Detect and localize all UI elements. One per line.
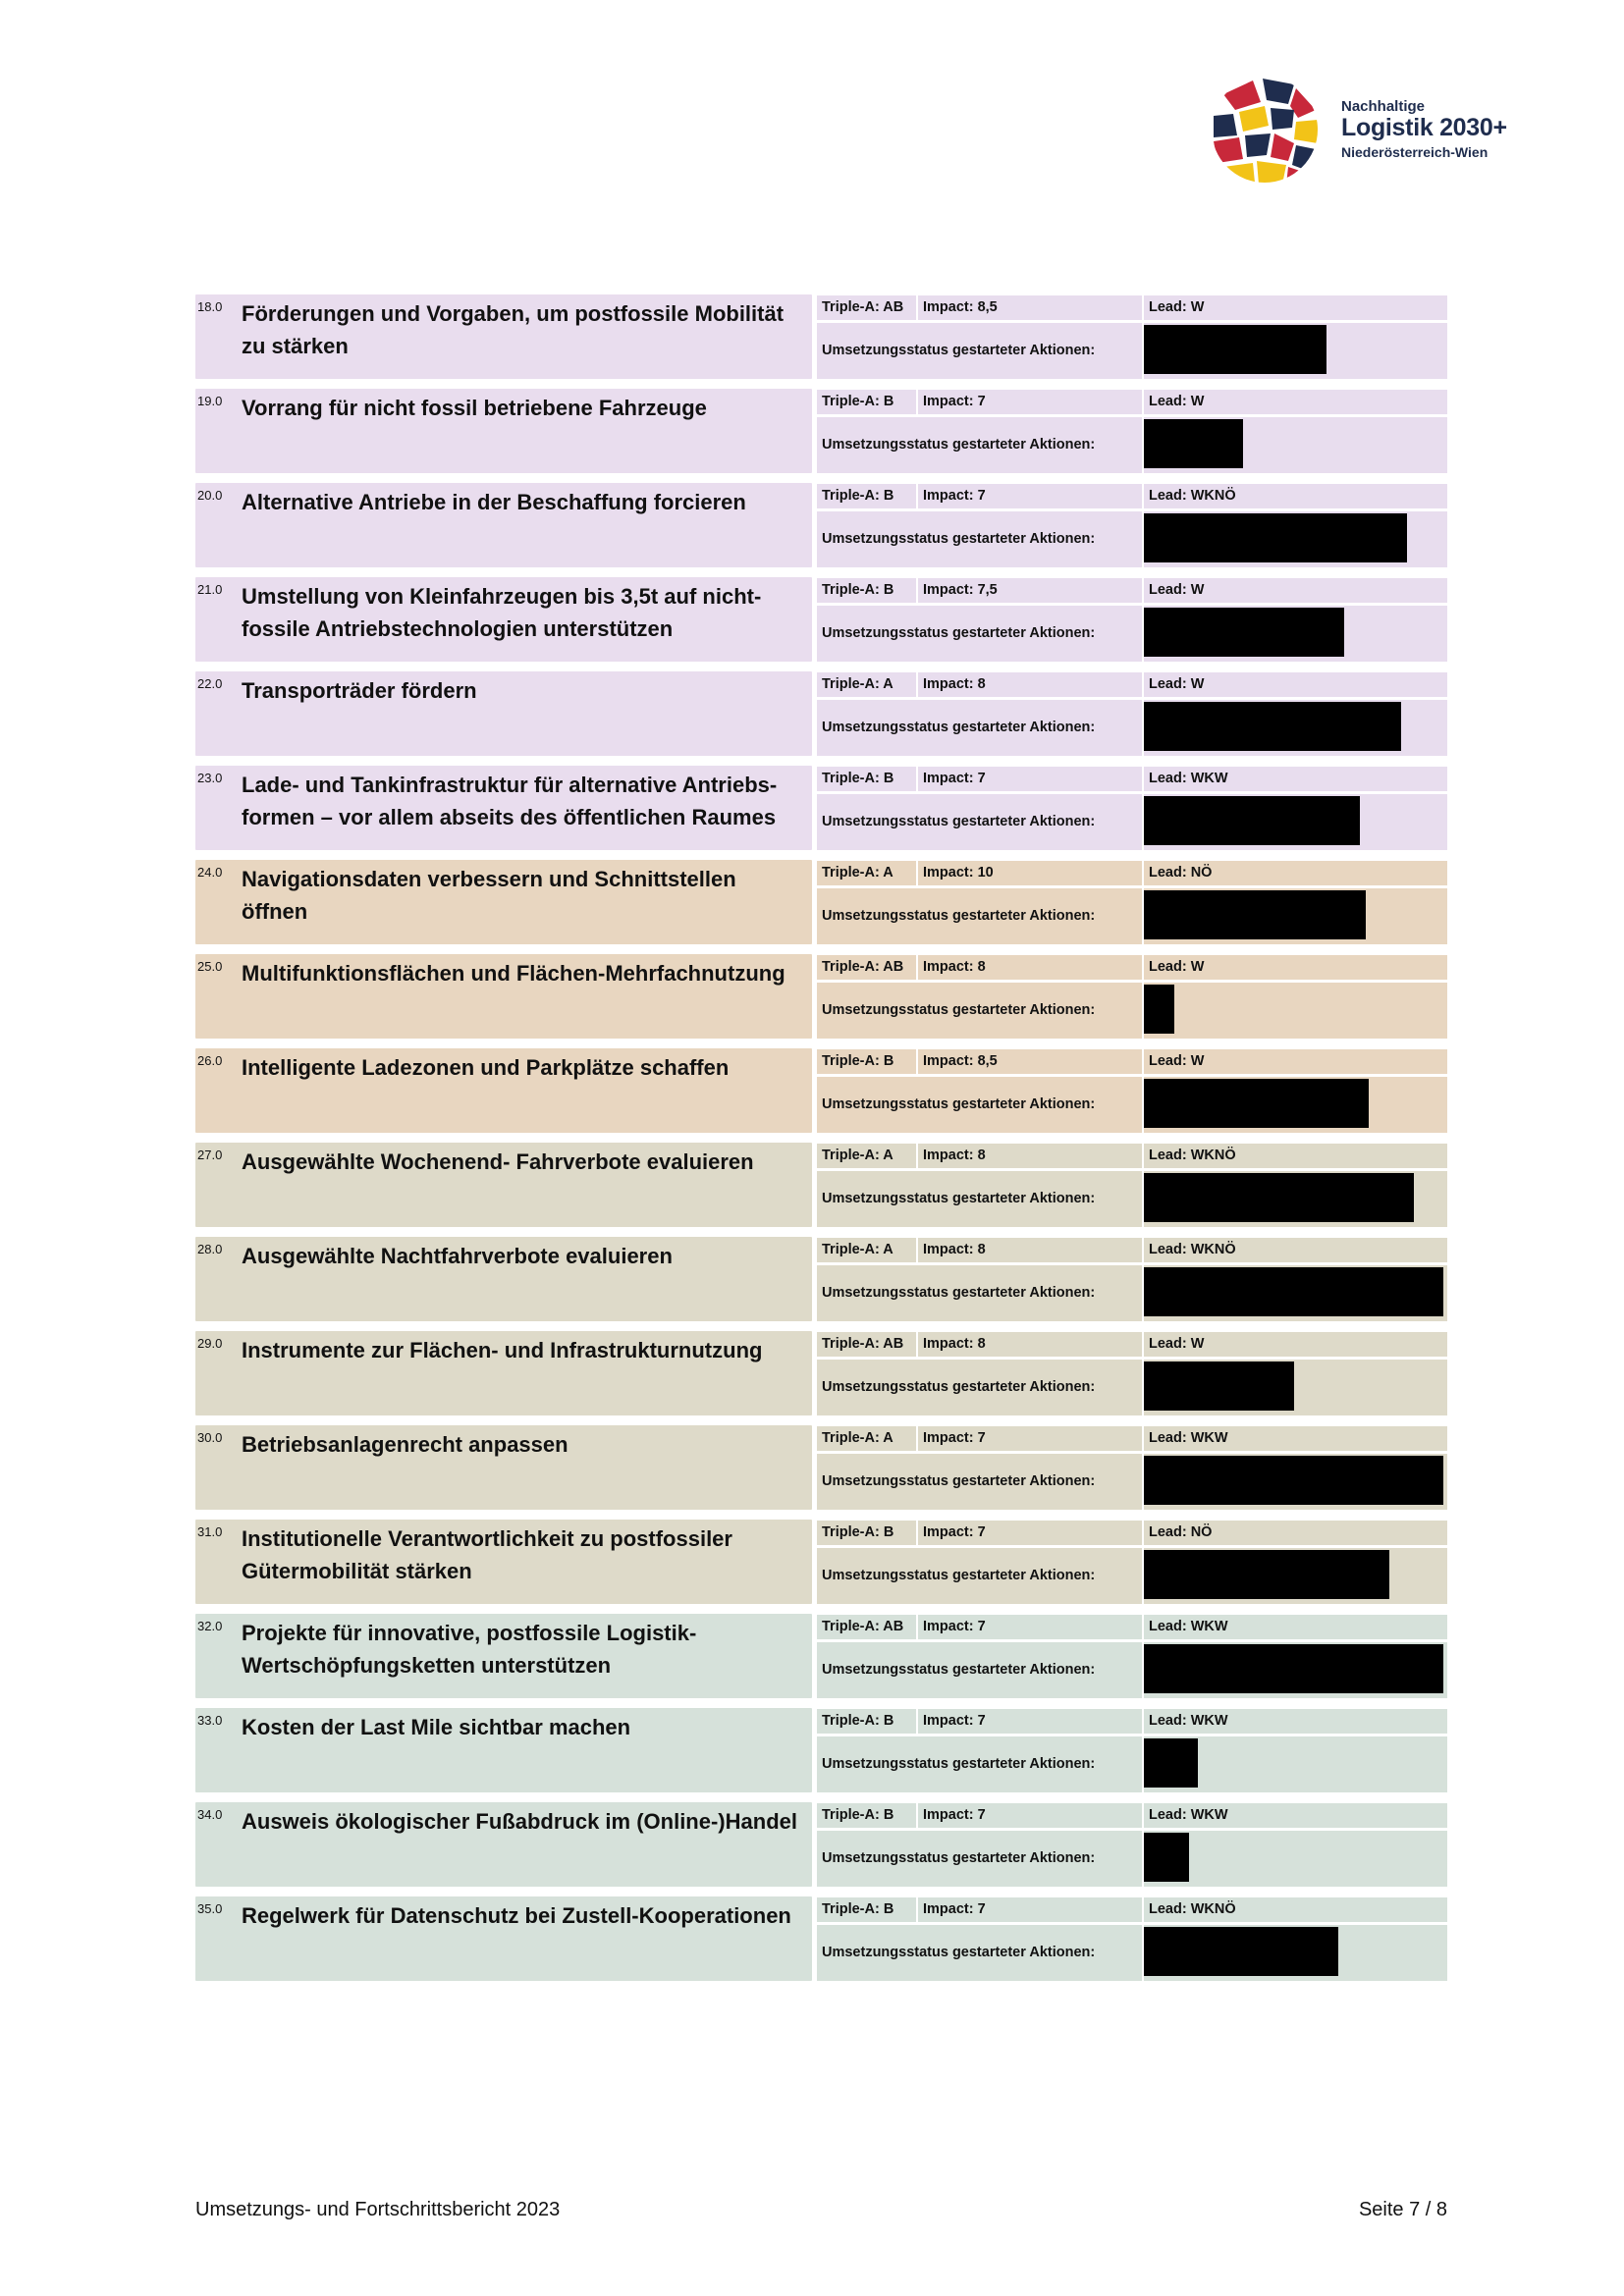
triple-a-cell: Triple-A: A bbox=[817, 861, 916, 885]
status-bar bbox=[1144, 1833, 1189, 1882]
lead-cell: Lead: WKNÖ bbox=[1144, 1144, 1447, 1168]
table-row bbox=[195, 1896, 1447, 1981]
impact-cell: Impact: 7 bbox=[918, 1426, 1142, 1451]
measure-cell bbox=[195, 954, 812, 1039]
measure-cell bbox=[195, 1520, 812, 1604]
status-label: Umsetzungsstatus gestarteter Aktionen: bbox=[817, 1642, 1142, 1698]
status-bar-track bbox=[1144, 1925, 1447, 1981]
status-bar-track bbox=[1144, 1642, 1447, 1698]
table-row bbox=[195, 954, 1447, 1039]
measure-number: 34.0 bbox=[197, 1807, 223, 1822]
status-label: Umsetzungsstatus gestarteter Aktionen: bbox=[817, 888, 1142, 944]
status-bar bbox=[1144, 1644, 1443, 1693]
measure-title: Vorrang für nicht fossil betriebene Fahrzeuge bbox=[242, 396, 707, 420]
measure-title: Betriebsanlagenrecht anpassen bbox=[242, 1432, 568, 1457]
measure-title: Transporträder fördern bbox=[242, 678, 477, 703]
status-bar-track bbox=[1144, 983, 1447, 1039]
measure-cell bbox=[195, 1708, 812, 1792]
impact-cell: Impact: 8 bbox=[918, 955, 1142, 980]
table-row bbox=[195, 1708, 1447, 1792]
table-row bbox=[195, 1331, 1447, 1415]
impact-cell: Impact: 7 bbox=[918, 767, 1142, 791]
triple-a-cell: Triple-A: B bbox=[817, 767, 916, 791]
status-bar bbox=[1144, 890, 1366, 939]
measure-number: 21.0 bbox=[197, 582, 223, 597]
lead-cell: Lead: W bbox=[1144, 1049, 1447, 1074]
status-bar bbox=[1144, 1079, 1369, 1128]
status-label: Umsetzungsstatus gestarteter Aktionen: bbox=[817, 1548, 1142, 1604]
lead-cell: Lead: W bbox=[1144, 672, 1447, 697]
status-bar-track bbox=[1144, 794, 1447, 850]
status-bar-track bbox=[1144, 606, 1447, 662]
measure-number: 26.0 bbox=[197, 1053, 223, 1068]
status-bar-track bbox=[1144, 1360, 1447, 1415]
table-row bbox=[195, 1143, 1447, 1227]
measure-cell bbox=[195, 1425, 812, 1510]
triple-a-cell: Triple-A: AB bbox=[817, 1615, 916, 1639]
measure-title: Ausweis ökologischer Fußabdruck im (Online-)Handel bbox=[242, 1809, 797, 1834]
table-row bbox=[195, 483, 1447, 567]
status-bar-track bbox=[1144, 1736, 1447, 1792]
status-label: Umsetzungsstatus gestarteter Aktionen: bbox=[817, 1736, 1142, 1792]
triple-a-cell: Triple-A: AB bbox=[817, 295, 916, 320]
status-label: Umsetzungsstatus gestarteter Aktionen: bbox=[817, 700, 1142, 756]
measure-number: 32.0 bbox=[197, 1619, 223, 1633]
measure-title: Lade- und Tankinfrastruktur für alternative Antriebs-formen – vor allem abseits des öffentlichen Raumes bbox=[242, 773, 778, 829]
measure-number: 25.0 bbox=[197, 959, 223, 974]
status-bar-track bbox=[1144, 1831, 1447, 1887]
lead-cell: Lead: W bbox=[1144, 955, 1447, 980]
lead-cell: Lead: WKW bbox=[1144, 1426, 1447, 1451]
lead-cell: Lead: WKNÖ bbox=[1144, 484, 1447, 508]
triple-a-cell: Triple-A: AB bbox=[817, 1332, 916, 1357]
status-bar-track bbox=[1144, 1077, 1447, 1133]
status-bar bbox=[1144, 513, 1407, 562]
table-row bbox=[195, 1048, 1447, 1133]
measure-number: 19.0 bbox=[197, 394, 223, 408]
table-row bbox=[195, 1237, 1447, 1321]
lead-cell: Lead: NÖ bbox=[1144, 861, 1447, 885]
measure-number: 28.0 bbox=[197, 1242, 223, 1256]
status-label: Umsetzungsstatus gestarteter Aktionen: bbox=[817, 1171, 1142, 1227]
measure-cell bbox=[195, 1896, 812, 1981]
status-bar bbox=[1144, 702, 1401, 751]
measure-title: Umstellung von Kleinfahrzeugen bis 3,5t auf nicht-fossile Antriebstechnologien unterstützen bbox=[242, 584, 762, 641]
table-row bbox=[195, 1614, 1447, 1698]
measure-cell bbox=[195, 1614, 812, 1698]
triple-a-cell: Triple-A: B bbox=[817, 1521, 916, 1545]
status-bar-track bbox=[1144, 888, 1447, 944]
measure-number: 18.0 bbox=[197, 299, 223, 314]
table-row bbox=[195, 1802, 1447, 1887]
status-bar bbox=[1144, 1456, 1443, 1505]
triple-a-cell: Triple-A: B bbox=[817, 1709, 916, 1734]
footer-report-title: Umsetzungs- und Fortschrittsbericht 2023 bbox=[195, 2199, 561, 2220]
status-bar-track bbox=[1144, 700, 1447, 756]
measure-cell bbox=[195, 860, 812, 944]
status-bar bbox=[1144, 1173, 1414, 1222]
table-row bbox=[195, 860, 1447, 944]
triple-a-cell: Triple-A: A bbox=[817, 1426, 916, 1451]
lead-cell: Lead: WKW bbox=[1144, 767, 1447, 791]
triple-a-cell: Triple-A: AB bbox=[817, 955, 916, 980]
measure-title: Alternative Antriebe in der Beschaffung forcieren bbox=[242, 490, 746, 514]
lead-cell: Lead: W bbox=[1144, 578, 1447, 603]
status-label: Umsetzungsstatus gestarteter Aktionen: bbox=[817, 511, 1142, 567]
measure-cell bbox=[195, 1237, 812, 1321]
status-label: Umsetzungsstatus gestarteter Aktionen: bbox=[817, 417, 1142, 473]
impact-cell: Impact: 8,5 bbox=[918, 295, 1142, 320]
measures-table bbox=[195, 294, 1447, 1991]
status-label: Umsetzungsstatus gestarteter Aktionen: bbox=[817, 1925, 1142, 1981]
status-bar-track bbox=[1144, 1454, 1447, 1510]
table-row bbox=[195, 389, 1447, 473]
table-row bbox=[195, 294, 1447, 379]
triple-a-cell: Triple-A: A bbox=[817, 1238, 916, 1262]
table-row bbox=[195, 1520, 1447, 1604]
status-bar bbox=[1144, 608, 1344, 657]
measure-cell bbox=[195, 1331, 812, 1415]
measure-number: 23.0 bbox=[197, 771, 223, 785]
measure-cell bbox=[195, 1802, 812, 1887]
measure-title: Ausgewählte Nachtfahrverbote evaluieren bbox=[242, 1244, 673, 1268]
status-bar bbox=[1144, 325, 1326, 374]
measure-number: 29.0 bbox=[197, 1336, 223, 1351]
status-label: Umsetzungsstatus gestarteter Aktionen: bbox=[817, 1265, 1142, 1321]
measure-title: Intelligente Ladezonen und Parkplätze schaffen bbox=[242, 1055, 730, 1080]
impact-cell: Impact: 8,5 bbox=[918, 1049, 1142, 1074]
impact-cell: Impact: 8 bbox=[918, 672, 1142, 697]
status-label: Umsetzungsstatus gestarteter Aktionen: bbox=[817, 606, 1142, 662]
lead-cell: Lead: WKW bbox=[1144, 1803, 1447, 1828]
measure-title: Institutionelle Verantwortlichkeit zu postfossiler Gütermobilität stärken bbox=[242, 1526, 732, 1583]
table-row bbox=[195, 766, 1447, 850]
logo-mosaic-icon bbox=[1210, 75, 1320, 185]
impact-cell: Impact: 7 bbox=[918, 1521, 1142, 1545]
status-bar bbox=[1144, 419, 1243, 468]
impact-cell: Impact: 7,5 bbox=[918, 578, 1142, 603]
lead-cell: Lead: W bbox=[1144, 390, 1447, 414]
table-row bbox=[195, 1425, 1447, 1510]
status-bar-track bbox=[1144, 1265, 1447, 1321]
triple-a-cell: Triple-A: A bbox=[817, 672, 916, 697]
measure-cell bbox=[195, 577, 812, 662]
status-bar bbox=[1144, 1927, 1338, 1976]
status-label: Umsetzungsstatus gestarteter Aktionen: bbox=[817, 1831, 1142, 1887]
measure-title: Navigationsdaten verbessern und Schnittstellen öffnen bbox=[242, 867, 736, 924]
impact-cell: Impact: 7 bbox=[918, 1615, 1142, 1639]
lead-cell: Lead: W bbox=[1144, 1332, 1447, 1357]
status-bar bbox=[1144, 1267, 1443, 1316]
measure-cell bbox=[195, 483, 812, 567]
status-bar-track bbox=[1144, 511, 1447, 567]
status-bar-track bbox=[1144, 323, 1447, 379]
measure-number: 27.0 bbox=[197, 1148, 223, 1162]
impact-cell: Impact: 8 bbox=[918, 1238, 1142, 1262]
table-row bbox=[195, 671, 1447, 756]
measure-number: 22.0 bbox=[197, 676, 223, 691]
impact-cell: Impact: 7 bbox=[918, 1709, 1142, 1734]
status-bar bbox=[1144, 796, 1360, 845]
status-label: Umsetzungsstatus gestarteter Aktionen: bbox=[817, 983, 1142, 1039]
measure-title: Regelwerk für Datenschutz bei Zustell-Kooperationen bbox=[242, 1903, 791, 1928]
measure-cell bbox=[195, 1143, 812, 1227]
table-row bbox=[195, 577, 1447, 662]
impact-cell: Impact: 8 bbox=[918, 1144, 1142, 1168]
measure-cell bbox=[195, 389, 812, 473]
measure-number: 31.0 bbox=[197, 1524, 223, 1539]
lead-cell: Lead: WKW bbox=[1144, 1615, 1447, 1639]
lead-cell: Lead: W bbox=[1144, 295, 1447, 320]
impact-cell: Impact: 7 bbox=[918, 390, 1142, 414]
impact-cell: Impact: 10 bbox=[918, 861, 1142, 885]
status-bar-track bbox=[1144, 417, 1447, 473]
measure-cell bbox=[195, 671, 812, 756]
measure-title: Projekte für innovative, postfossile Logistik-Wertschöpfungsketten unterstützen bbox=[242, 1621, 697, 1678]
measure-number: 24.0 bbox=[197, 865, 223, 880]
lead-cell: Lead: NÖ bbox=[1144, 1521, 1447, 1545]
measure-cell bbox=[195, 1048, 812, 1133]
logo-line-1: Nachhaltige bbox=[1341, 98, 1426, 115]
measure-title: Ausgewählte Wochenend- Fahrverbote evaluieren bbox=[242, 1149, 754, 1174]
logo-line-2: Logistik 2030+ bbox=[1341, 114, 1507, 141]
measure-cell bbox=[195, 766, 812, 850]
triple-a-cell: Triple-A: B bbox=[817, 1803, 916, 1828]
logo-line-3: Niederösterreich-Wien bbox=[1341, 144, 1489, 160]
status-label: Umsetzungsstatus gestarteter Aktionen: bbox=[817, 1360, 1142, 1415]
triple-a-cell: Triple-A: B bbox=[817, 390, 916, 414]
measure-title: Multifunktionsflächen und Flächen-Mehrfachnutzung bbox=[242, 961, 785, 986]
status-bar bbox=[1144, 1362, 1294, 1411]
measure-title: Instrumente zur Flächen- und Infrastrukturnutzung bbox=[242, 1338, 763, 1362]
measure-title: Kosten der Last Mile sichtbar machen bbox=[242, 1715, 631, 1739]
triple-a-cell: Triple-A: B bbox=[817, 484, 916, 508]
lead-cell: Lead: WKNÖ bbox=[1144, 1897, 1447, 1922]
impact-cell: Impact: 7 bbox=[918, 484, 1142, 508]
triple-a-cell: Triple-A: B bbox=[817, 578, 916, 603]
measure-number: 33.0 bbox=[197, 1713, 223, 1728]
measure-title: Förderungen und Vorgaben, um postfossile Mobilität zu stärken bbox=[242, 301, 785, 358]
triple-a-cell: Triple-A: B bbox=[817, 1897, 916, 1922]
status-bar-track bbox=[1144, 1548, 1447, 1604]
status-bar bbox=[1144, 1738, 1198, 1788]
lead-cell: Lead: WKW bbox=[1144, 1709, 1447, 1734]
triple-a-cell: Triple-A: B bbox=[817, 1049, 916, 1074]
status-bar bbox=[1144, 1550, 1389, 1599]
triple-a-cell: Triple-A: A bbox=[817, 1144, 916, 1168]
status-bar-track bbox=[1144, 1171, 1447, 1227]
status-bar bbox=[1144, 985, 1174, 1034]
logo bbox=[1210, 75, 1534, 190]
measure-number: 35.0 bbox=[197, 1901, 223, 1916]
impact-cell: Impact: 8 bbox=[918, 1332, 1142, 1357]
status-label: Umsetzungsstatus gestarteter Aktionen: bbox=[817, 323, 1142, 379]
lead-cell: Lead: WKNÖ bbox=[1144, 1238, 1447, 1262]
impact-cell: Impact: 7 bbox=[918, 1897, 1142, 1922]
measure-number: 30.0 bbox=[197, 1430, 223, 1445]
measure-cell bbox=[195, 294, 812, 379]
status-label: Umsetzungsstatus gestarteter Aktionen: bbox=[817, 794, 1142, 850]
measure-number: 20.0 bbox=[197, 488, 223, 503]
status-label: Umsetzungsstatus gestarteter Aktionen: bbox=[817, 1454, 1142, 1510]
impact-cell: Impact: 7 bbox=[918, 1803, 1142, 1828]
footer-page-number: Seite 7 / 8 bbox=[1358, 2199, 1447, 2220]
status-label: Umsetzungsstatus gestarteter Aktionen: bbox=[817, 1077, 1142, 1133]
